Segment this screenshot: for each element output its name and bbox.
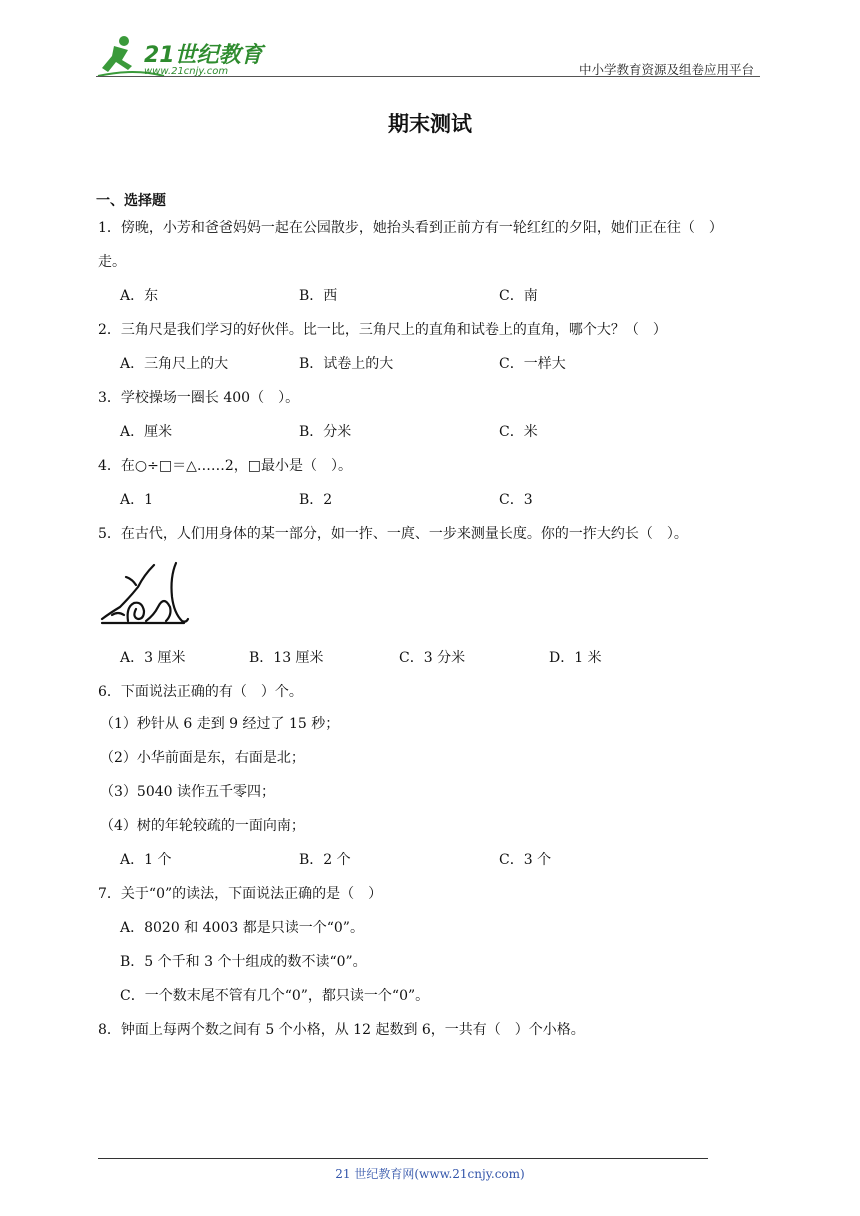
option-b: B．5 个千和 3 个十组成的数不读“0”。 — [120, 954, 367, 970]
question-text: 在○÷□＝△……2，□最小是（ ）。 — [120, 458, 352, 474]
question-8 — [98, 1020, 585, 1040]
question-text: 学校操场一圈长 400（ ）。 — [120, 390, 300, 406]
option-a: A．8020 和 4003 都是只读一个“0”。 — [120, 920, 364, 936]
option-b: B．试卷上的大 — [299, 356, 394, 372]
question-text: 关于“0”的读法，下面说法正确的是（ ） — [120, 886, 383, 902]
question-1 — [98, 218, 723, 238]
option-c: C．南 — [499, 288, 538, 304]
option-c: C．3 — [499, 492, 533, 508]
site-logo — [94, 32, 264, 80]
option-b: B．2 个 — [299, 852, 351, 868]
question-number: 7． — [98, 886, 121, 902]
option-c: C．3 个 — [499, 852, 552, 868]
question-5 — [98, 524, 688, 544]
hand-span-sketch — [98, 557, 192, 629]
option-a: A．东 — [120, 288, 159, 304]
option-a: A．3 厘米 — [120, 650, 186, 666]
statement-4: （4）树的年轮较疏的一面向南； — [100, 818, 305, 834]
statement-3: （3）5040 读作五千零四； — [100, 784, 275, 800]
statement-1: （1）秒针从 6 走到 9 经过了 15 秒； — [100, 716, 340, 732]
header-divider — [96, 76, 760, 77]
question-7 — [98, 884, 382, 904]
option-b: B．分米 — [299, 424, 352, 440]
option-a: A．厘米 — [120, 424, 173, 440]
option-b: B．13 厘米 — [249, 650, 324, 666]
option-b: B．西 — [299, 288, 338, 304]
question-text: 钟面上每两个数之间有 5 个小格，从 12 起数到 6，一共有（ ）个小格。 — [120, 1022, 585, 1038]
hand-span-icon — [98, 557, 192, 629]
question-1-line2: 走。 — [98, 254, 126, 270]
option-a: A．三角尺上的大 — [120, 356, 229, 372]
option-a: A．1 个 — [120, 852, 172, 868]
option-b: B．2 — [299, 492, 333, 508]
statement-2: （2）小华前面是东，右面是北； — [100, 750, 305, 766]
section-title: 一、选择题 — [96, 193, 166, 209]
question-number: 3． — [98, 390, 121, 406]
option-a: A．1 — [120, 492, 154, 508]
option-c: C．3 分米 — [399, 650, 466, 666]
question-text: 三角尺是我们学习的好伙伴。比一比，三角尺上的直角和试卷上的直角，哪个大？（ ） — [120, 322, 667, 338]
question-2 — [98, 320, 667, 340]
footer-link[interactable]: 21 世纪教育网(www.21cnjy.com) — [335, 1167, 525, 1181]
option-c: C．米 — [499, 424, 538, 440]
question-number: 8． — [98, 1022, 121, 1038]
question-number: 1． — [98, 220, 121, 236]
option-c: C．一个数末尾不管有几个“0”，都只读一个“0”。 — [120, 988, 430, 1004]
logo-text: 21世纪教育 — [144, 43, 263, 68]
question-number: 2． — [98, 322, 121, 338]
question-number: 6． — [98, 684, 121, 700]
logo-url: www.21cnjy.com — [144, 66, 229, 77]
option-c: C．一样大 — [499, 356, 566, 372]
question-text: 在古代，人们用身体的某一部分，如一拃、一庹、一步来测量长度。你的一拃大约长（ ）。 — [120, 526, 688, 542]
question-6 — [98, 682, 303, 702]
question-number: 4． — [98, 458, 121, 474]
page-title: 期末测试 — [388, 112, 472, 136]
footer-divider — [98, 1158, 708, 1159]
platform-label: 中小学教育资源及组卷应用平台 — [578, 62, 754, 77]
question-number: 5． — [98, 526, 121, 542]
question-text: 傍晚，小芳和爸爸妈妈一起在公园散步，她抬头看到正前方有一轮红红的夕阳，她们正在往（ ） — [120, 220, 723, 236]
option-d: D．1 米 — [549, 650, 602, 666]
question-text: 下面说法正确的有（ ）个。 — [120, 684, 303, 700]
question-3 — [98, 388, 299, 408]
question-4 — [98, 456, 352, 476]
